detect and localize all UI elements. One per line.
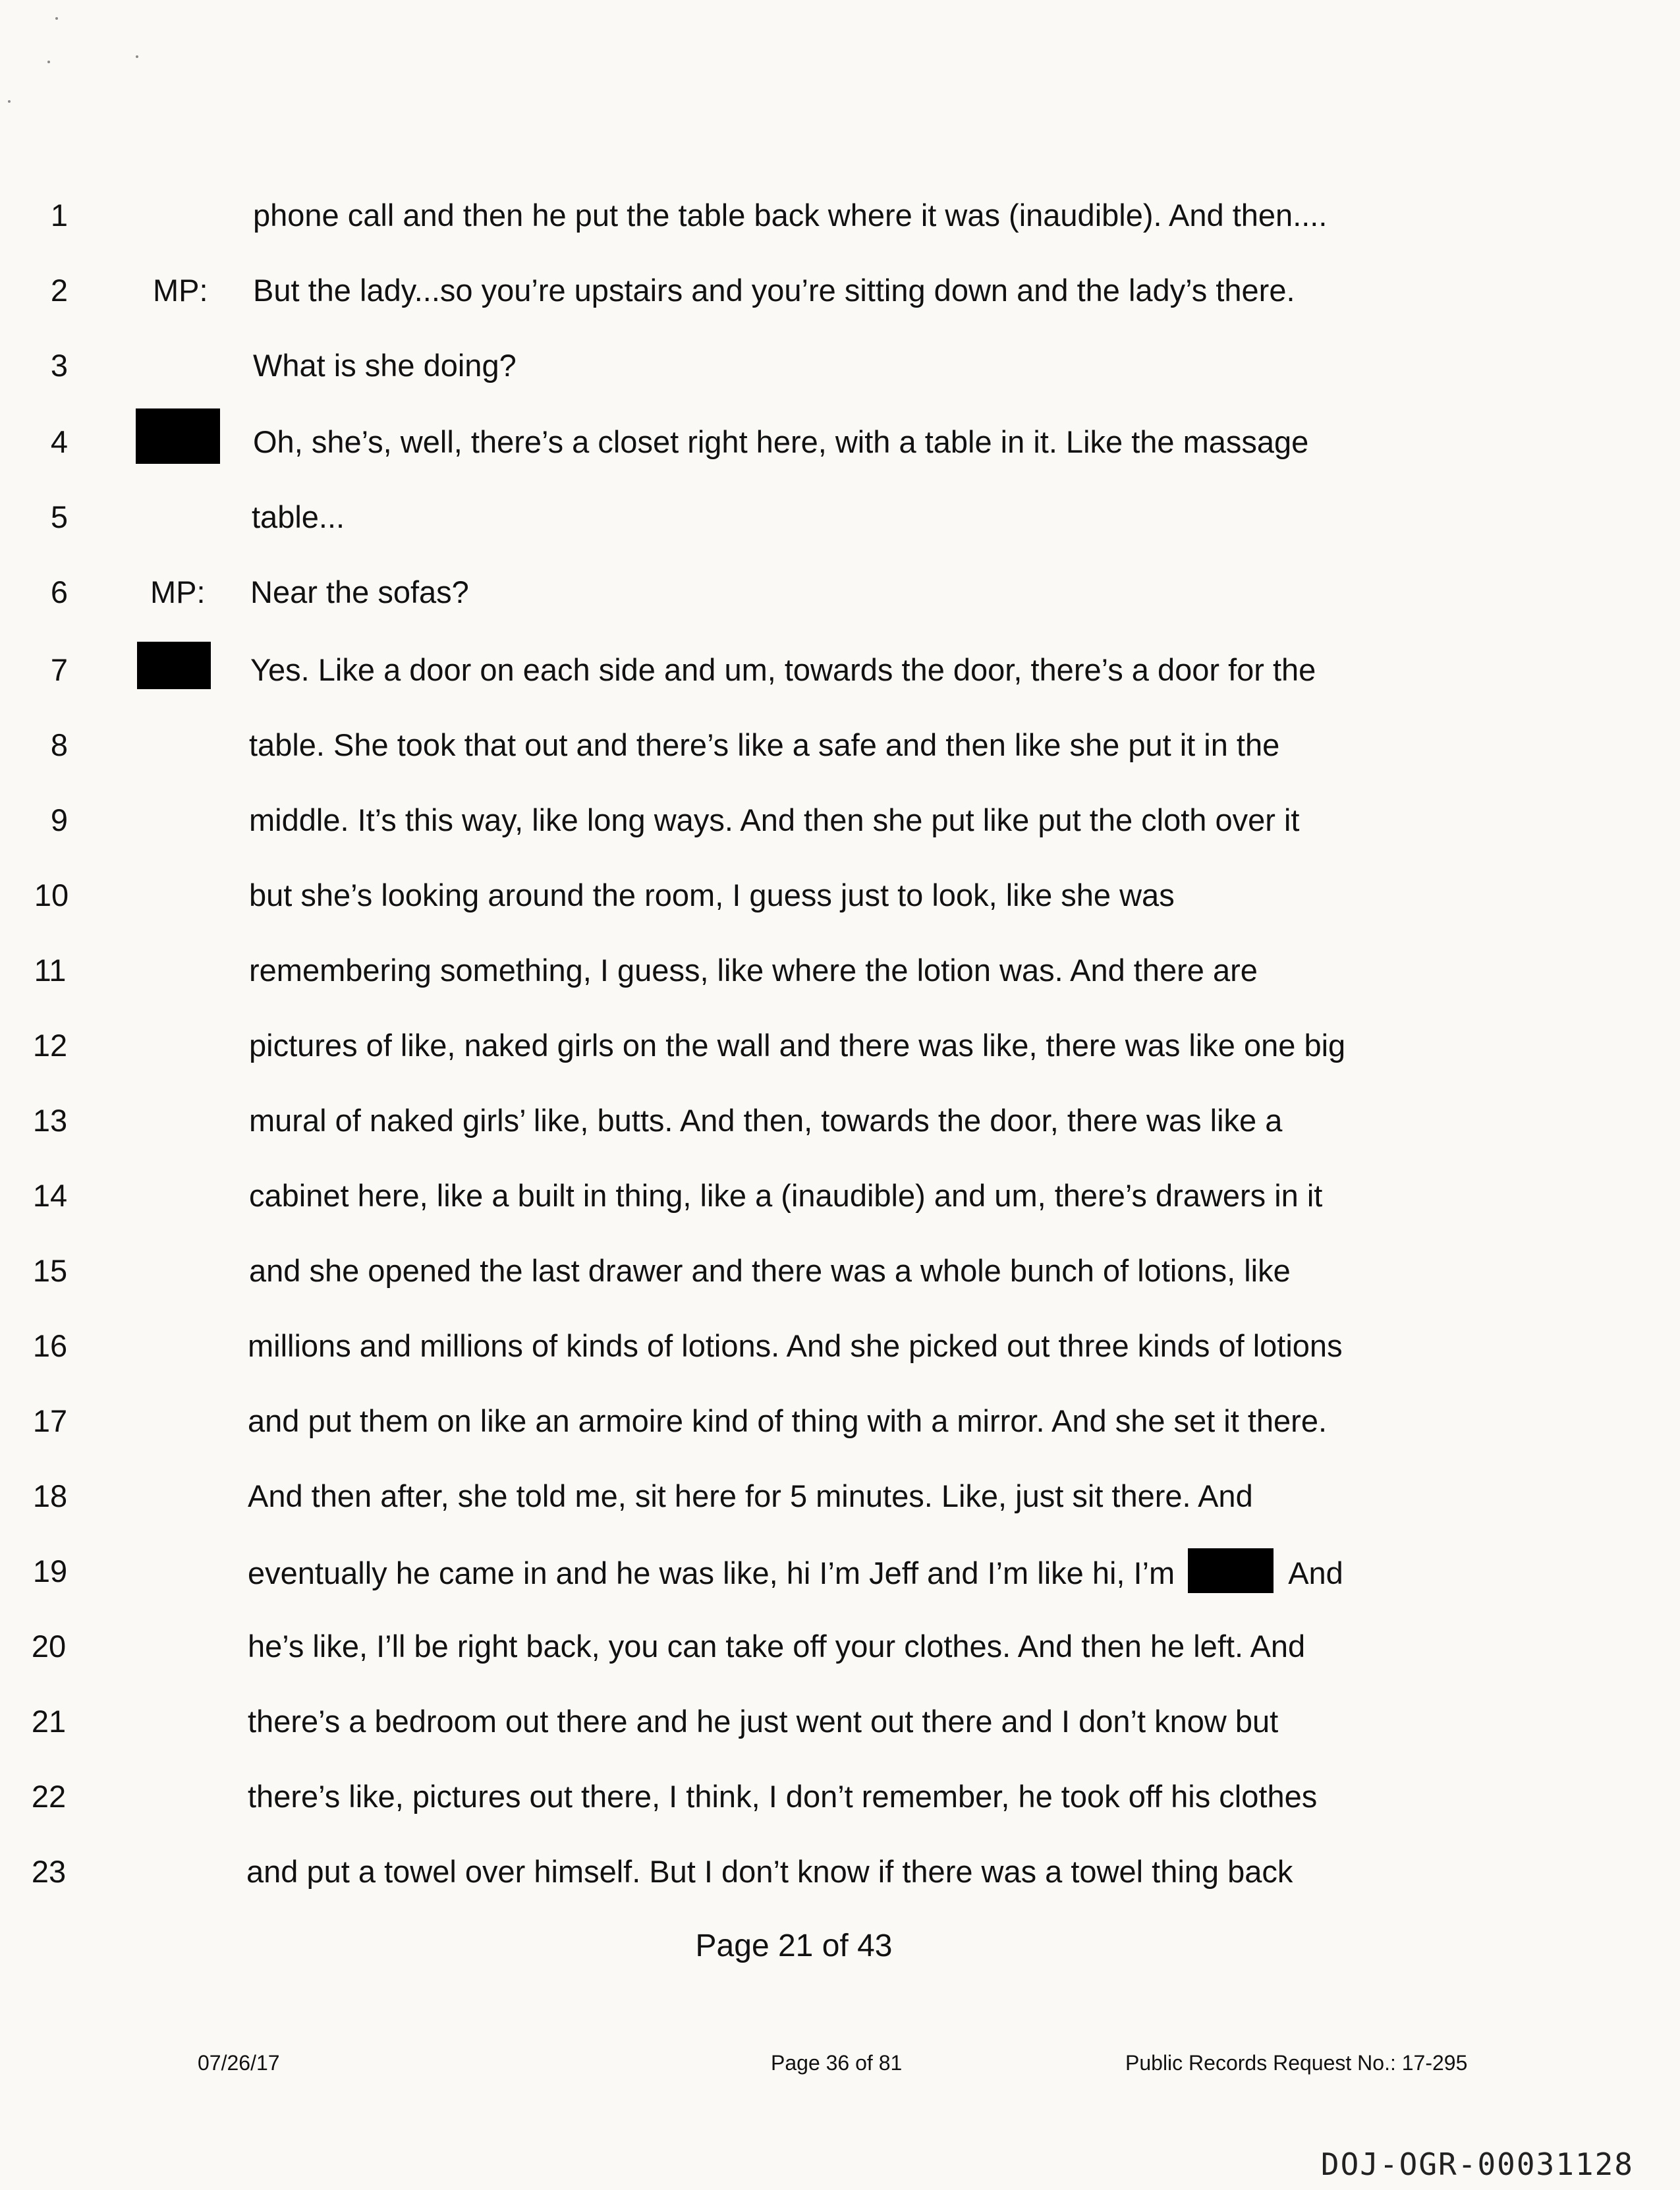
transcript-line [0, 1023, 1680, 1069]
line-text-before-redaction: eventually he came in and he was like, hi I’m Jeff and I’m like hi, I’m [248, 1556, 1175, 1590]
line-number: 20 [31, 1629, 67, 1664]
scan-speck [47, 61, 50, 63]
line-text: and she opened the last drawer and there was a whole bunch of lotions, like [249, 1253, 1291, 1288]
footer-page-count: Page 36 of 81 [771, 2051, 903, 2075]
line-number: 22 [31, 1779, 67, 1814]
line-text: mural of naked girls’ like, butts. And then, towards the door, there was like a [249, 1103, 1283, 1138]
transcript-line [0, 1849, 1680, 1895]
transcript-line [0, 947, 1680, 994]
transcript-line [0, 1699, 1680, 1745]
line-number: 11 [34, 953, 67, 988]
line-text: and put a towel over himself. But I don’t know if there was a towel thing back [246, 1854, 1293, 1889]
line-number: 13 [32, 1103, 68, 1138]
line-text: Oh, she’s, well, there’s a closet right here, with a table in it. Like the massage [253, 424, 1309, 459]
line-number: 6 [50, 575, 69, 609]
line-number: 16 [32, 1328, 68, 1363]
line-number: 10 [34, 878, 69, 912]
line-text: there’s like, pictures out there, I think, I don’t remember, he took off his clothes [248, 1779, 1318, 1814]
line-text: and put them on like an armoire kind of thing with a mirror. And she set it there. [248, 1403, 1328, 1438]
line-text: millions and millions of kinds of lotions. And she picked out three kinds of lotions [248, 1328, 1343, 1363]
scan-speck [55, 17, 58, 20]
transcript-line [0, 1473, 1680, 1519]
line-number: 18 [32, 1478, 68, 1513]
line-text: phone call and then he put the table back where it was (inaudible). And then.... [253, 198, 1328, 233]
line-number: 9 [50, 802, 69, 837]
transcript-line [0, 343, 1680, 389]
line-number: 5 [50, 499, 69, 534]
line-text: pictures of like, naked girls on the wall and there was like, there was like one big [249, 1028, 1346, 1063]
transcript-line [0, 494, 1680, 540]
line-text: What is she doing? [253, 348, 517, 383]
page-number: Page 21 of 43 [695, 1928, 893, 1963]
line-text: And then after, she told me, sit here for 5 minutes. Like, just sit there. And [248, 1478, 1253, 1513]
transcript-line [0, 872, 1680, 918]
transcript-line [0, 1548, 1680, 1594]
line-number: 12 [32, 1028, 68, 1063]
transcript-line [0, 647, 1680, 693]
scan-speck [8, 100, 11, 103]
transcript-line [0, 1774, 1680, 1820]
speaker-label: MP: [153, 273, 208, 308]
footer-request-number: Public Records Request No.: 17-295 [1125, 2051, 1468, 2075]
line-number: 8 [50, 727, 69, 762]
line-text: Yes. Like a door on each side and um, towards the door, there’s a door for the [250, 652, 1316, 687]
line-text: middle. It’s this way, like long ways. And then she put like put the cloth over it [249, 802, 1300, 837]
speaker-redaction [136, 408, 220, 464]
line-text: But the lady...so you’re upstairs and you’re sitting down and the lady’s there. [253, 273, 1295, 308]
transcript-line [0, 419, 1680, 465]
line-number: 21 [31, 1704, 67, 1739]
transcript-line [0, 1173, 1680, 1219]
line-number: 3 [50, 348, 69, 383]
footer-date: 07/26/17 [198, 2051, 280, 2075]
line-text: remembering something, I guess, like where the lotion was. And there are [249, 953, 1258, 988]
line-text: there’s a bedroom out there and he just went out there and I don’t know but [248, 1704, 1279, 1739]
line-number: 2 [50, 273, 69, 308]
line-number: 15 [32, 1253, 68, 1288]
transcript-line [0, 1623, 1680, 1670]
transcript-line [0, 192, 1680, 239]
line-number: 7 [50, 652, 69, 687]
line-text: he’s like, I’ll be right back, you can take off your clothes. And then he left. And [248, 1629, 1306, 1664]
transcript-line [0, 722, 1680, 768]
transcript-line [0, 797, 1680, 843]
line-text: table. She took that out and there’s like a safe and then like she put it in the [249, 727, 1280, 762]
line-text: cabinet here, like a built in thing, like a (inaudible) and um, there’s drawers in it [249, 1178, 1323, 1213]
transcript-line [0, 1398, 1680, 1444]
line-text: table... [252, 499, 345, 534]
line-number: 14 [32, 1178, 68, 1213]
speaker-label: MP: [150, 575, 206, 609]
line-text-after-redaction: And [1288, 1556, 1343, 1590]
line-number: 17 [32, 1403, 68, 1438]
scan-speck [136, 55, 138, 58]
line-number: 1 [50, 198, 69, 233]
name-redaction [1188, 1548, 1274, 1593]
transcript-line [0, 267, 1680, 314]
line-number: 4 [50, 424, 69, 459]
transcript-line [0, 1323, 1680, 1369]
transcript-line [0, 569, 1680, 615]
line-number: 19 [32, 1554, 68, 1588]
line-text [248, 1548, 1343, 1596]
transcript-line [0, 1248, 1680, 1294]
bates-number: DOJ-OGR-00031128 [1320, 2147, 1634, 2182]
line-text: Near the sofas? [250, 575, 469, 609]
speaker-redaction [137, 642, 211, 689]
line-text: but she’s looking around the room, I guess just to look, like she was [249, 878, 1175, 912]
line-number: 23 [31, 1854, 67, 1889]
transcript-line [0, 1098, 1680, 1144]
